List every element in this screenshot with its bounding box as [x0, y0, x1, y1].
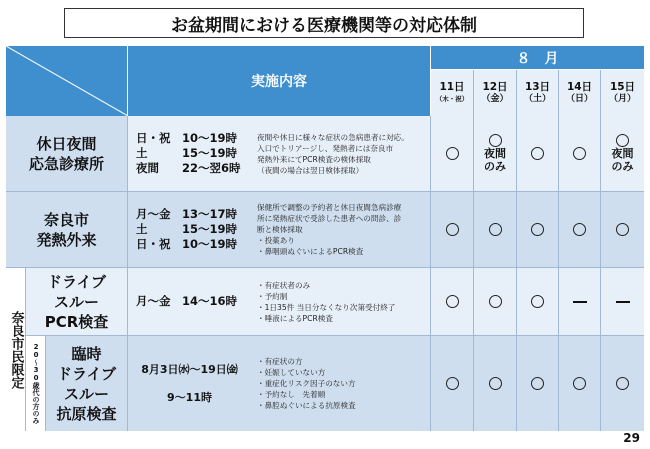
row-hours — [128, 116, 251, 192]
page-title-text: お盆期間における医療機関等の対応体制 — [171, 15, 477, 36]
mark-cell — [517, 192, 559, 268]
day-header-11 — [431, 70, 474, 116]
row-name-drive-through-pcr — [26, 268, 128, 336]
circle-icon — [489, 377, 502, 390]
facility-name: 奈良市 発熱外来 — [36, 210, 97, 249]
day-date: 12日 — [482, 81, 508, 93]
circle-icon — [531, 147, 544, 160]
circle-icon — [573, 377, 586, 390]
day-weekday: （木・祝） — [435, 95, 469, 103]
row-notes — [251, 268, 431, 336]
circle-icon — [616, 223, 629, 236]
hours-text: 月〜金 13〜17時 土 15〜19時 日・祝 10〜19時 — [136, 207, 238, 251]
hours-time: 9〜11時 — [167, 390, 212, 404]
circle-icon — [446, 377, 459, 390]
content-header-label: 実施内容 — [251, 74, 307, 90]
day-header-13 — [517, 70, 559, 116]
day-weekday: （金） — [481, 94, 509, 104]
month-header-cell — [431, 46, 644, 70]
notes-text: 夜間や休日に様々な症状の急病患者に対応。 入口でトリアージし、発熱者には奈良市 発熱外来にてPCR検査の検体採取 （夜間の場合は翌日検体採取） — [257, 132, 409, 175]
hours-date-range: 8月3日㈬〜19日㈮ — [141, 362, 238, 376]
row-name-antigen-test — [46, 336, 128, 431]
row-name-fever-clinic — [6, 192, 128, 268]
mark-cell — [431, 336, 474, 431]
mark-cell — [601, 268, 644, 336]
group-label: 奈良市民限定 — [8, 310, 24, 389]
circle-icon — [616, 377, 629, 390]
circle-icon — [446, 147, 459, 160]
facility-name: 休日夜間 応急診療所 — [28, 134, 104, 173]
month-label: ８ 月 — [516, 50, 559, 67]
day-date: 15日 — [609, 81, 636, 93]
circle-icon — [573, 223, 586, 236]
row-notes — [251, 116, 431, 192]
day-header-14 — [559, 70, 601, 116]
mark-note: 夜間 のみ — [611, 147, 634, 173]
day-header-12 — [474, 70, 517, 116]
circle-icon — [489, 295, 502, 308]
notes-text: 保健所で調整の予約者と休日夜間急病診療 所に発熱症状で受診した患者への問診、診 断と検体採取 ・投薬あり ・鼻咽頭ぬぐいによるPCR検査 — [257, 203, 402, 256]
content-header-cell — [128, 46, 431, 116]
mark-cell — [474, 336, 517, 431]
age-label-cell — [26, 336, 46, 431]
group-label-cell — [6, 268, 26, 431]
mark-cell — [431, 116, 474, 192]
day-date: 11日 — [439, 81, 465, 93]
day-weekday: （月） — [608, 94, 636, 104]
circle-icon — [531, 377, 544, 390]
mark-cell — [431, 192, 474, 268]
facility-name: 臨時 ドライブ スルー 抗原検査 — [56, 344, 117, 423]
schedule-table — [6, 46, 644, 431]
row-hours — [128, 268, 251, 336]
circle-icon — [573, 147, 586, 160]
hours-text: 日・祝 10〜19時 土 15〜19時 夜間 22〜翌6時 — [136, 131, 241, 175]
row-notes — [251, 192, 431, 268]
day-weekday: （土） — [523, 94, 551, 104]
mark-cell — [517, 336, 559, 431]
mark-cell — [559, 336, 601, 431]
circle-icon — [489, 134, 502, 147]
row-name-emergency-clinic — [6, 116, 128, 192]
mark-cell — [601, 192, 644, 268]
mark-cell — [601, 116, 644, 192]
facility-name: ドライブ スルー PCR検査 — [44, 272, 109, 331]
hours-text: 月〜金 14〜16時 — [136, 294, 238, 308]
mark-cell — [517, 116, 559, 192]
day-header-15 — [601, 70, 644, 116]
mark-cell — [474, 268, 517, 336]
dash-icon — [616, 301, 630, 303]
page-title — [64, 8, 584, 38]
mark-cell — [474, 192, 517, 268]
mark-cell — [601, 336, 644, 431]
mark-cell — [559, 192, 601, 268]
corner-header-cell — [6, 46, 128, 116]
mark-cell — [559, 268, 601, 336]
mark-cell — [517, 268, 559, 336]
row-hours — [128, 336, 251, 431]
mark-cell — [474, 116, 517, 192]
circle-icon — [446, 223, 459, 236]
circle-icon — [489, 223, 502, 236]
circle-icon — [616, 134, 629, 147]
day-date: 13日 — [524, 81, 551, 93]
dash-icon — [573, 301, 587, 303]
diagonal-line — [6, 46, 128, 116]
notes-text: ・有症状の方 ・妊娠していない方 ・重症化リスク因子のない方 ・予約なし 先着順 ・鼻腔ぬぐいによる抗原検査 — [257, 357, 356, 410]
page-number: 29 — [623, 431, 640, 445]
mark-note: 夜間 のみ — [484, 147, 506, 173]
row-hours — [128, 192, 251, 268]
mark-cell — [559, 116, 601, 192]
day-date: 14日 — [566, 81, 593, 93]
circle-icon — [446, 295, 459, 308]
notes-text: ・有症状者のみ ・予約制 ・1日35件 当日分なくなり次第受付終了 ・唾液によるPCR検査 — [257, 280, 396, 323]
day-weekday: （日） — [565, 94, 593, 104]
circle-icon — [531, 295, 544, 308]
circle-icon — [531, 223, 544, 236]
mark-cell — [431, 268, 474, 336]
row-notes — [251, 336, 431, 431]
age-label: 20〜30歳代の方のみ — [32, 343, 40, 424]
